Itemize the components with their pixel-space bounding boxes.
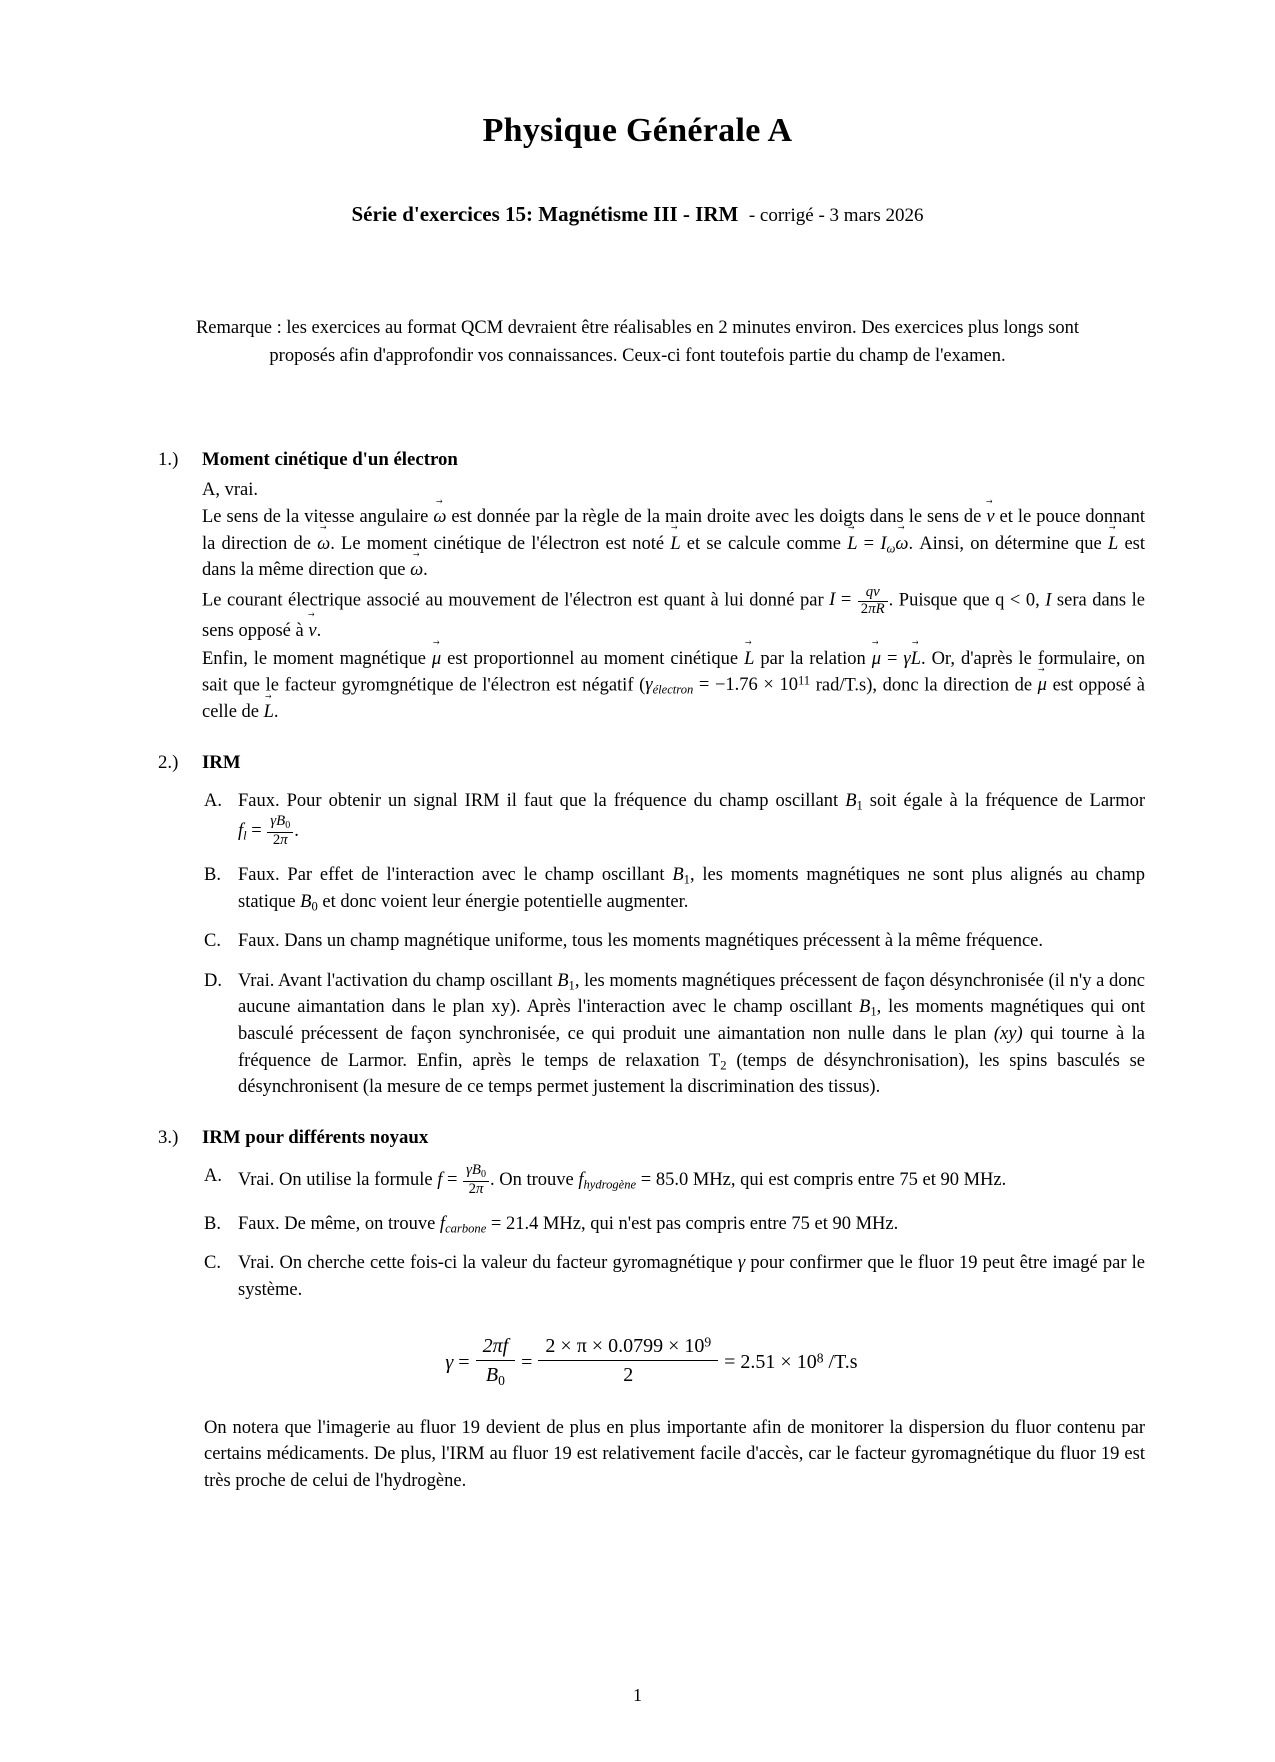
text-fragment: , les moments magnétiques précessent de façon désynchronisée (il n'y a donc aucune aimantation dans le plan xy). Après l'interaction avec le champ oscillant [238, 970, 1145, 1018]
text-fragment: Enfin, le moment magnétique [202, 648, 432, 669]
exercise-3 [158, 1127, 1145, 1495]
math-mu-equals-gamma-L: μ → = γL → [872, 649, 921, 669]
math-f-carbone: $f_{carbone} = 21.4$ [439, 1213, 539, 1236]
math-I: I [1045, 590, 1052, 611]
math-L-vector: L → [264, 699, 274, 726]
text-fragment: . [294, 821, 299, 842]
exercise-2 [158, 752, 1145, 1101]
math-gamma: γ [737, 1253, 746, 1274]
exercise-2-number: 2.) [158, 751, 179, 773]
math-B1: $B_1$ [845, 790, 863, 813]
item-marker: C. [204, 931, 221, 952]
equation-fraction-2: $\frac{2 \times \pi \times 0.0799 \times 10^9}{2}$ [538, 1334, 718, 1387]
text-fragment: Vrai. Avant l'activation du champ oscillant [238, 970, 558, 991]
remark-paragraph: Remarque : les exercices au format QCM devraient être réalisables en 2 minutes environ. Des exercices plus longs sont proposés afin d'approfondir vos connaissances. Ceux-ci font toutefois partie du champ de l'examen. [195, 318, 1080, 366]
list-item [204, 788, 1145, 849]
item-marker: C. [204, 1253, 221, 1274]
text-fragment: . [316, 620, 322, 641]
list-item [204, 928, 1145, 955]
text-fragment: Faux. Pour obtenir un signal IRM il faut que la fréquence du champ oscillant [238, 790, 846, 811]
text-fragment: qui tourne à la fréquence de Larmor. Enfin, après le temps de relaxation T [238, 1024, 1146, 1071]
math-T2-subscript: 2 [720, 1058, 727, 1073]
math-current-formula: I = $\frac{qv}{2\pi R}$ [829, 590, 889, 610]
item-marker: A. [204, 790, 222, 811]
math-omega-vector: ω → [317, 531, 330, 558]
text-fragment: et se calcule comme [680, 533, 848, 554]
subtitle-series: Série d'exercices 15: Magnétisme III - IRM [351, 202, 739, 226]
text-fragment: Le courant électrique associé au mouvement de l'électron est quant à lui donné par [202, 590, 830, 611]
text-fragment: . [273, 702, 279, 723]
text-fragment: MHz, qui est compris entre 75 et 90 MHz. [688, 1169, 1007, 1190]
exercise-1-body [158, 477, 1145, 726]
text-fragment: Vrai. On cherche cette fois-ci la valeur du facteur gyromagnétique [238, 1253, 738, 1274]
text-fragment: Le sens de la vitesse angulaire [202, 507, 434, 528]
list-item [204, 1163, 1145, 1198]
exercise-3-heading [158, 1127, 1145, 1149]
math-B0: $B_0$ [300, 891, 318, 914]
text-fragment: est donnée par la règle de la main droite avec les doigts dans le sens de [446, 507, 987, 528]
text-fragment: . On trouve [490, 1169, 579, 1190]
math-frequency-formula: f = $\frac{\gamma B_0}{2\pi}$ [437, 1170, 490, 1190]
exercise-1-title: Moment cinétique d'un électron [202, 448, 458, 470]
equation-lhs: γ [445, 1351, 454, 1374]
text-fragment: . Le moment cinétique de l'électron est noté [330, 533, 671, 554]
subtitle-date: - corrigé - 3 mars 2026 [748, 205, 924, 226]
text-fragment: Faux. Par effet de l'interaction avec le champ oscillant [238, 864, 673, 885]
exercise-1-heading [158, 449, 1145, 471]
exercise-1-paragraph-1: A, vrai. [202, 479, 258, 500]
equation-fraction-1: $\frac{2\pi f}{B_0}$ [476, 1334, 516, 1389]
text-fragment: (temps de désynchronisation), les spins basculés se désynchronisent (la mesure de ce temps permet justement la discrimination des tissus). [238, 1050, 1145, 1098]
math-L-vector: L → [1108, 531, 1118, 558]
list-item [204, 1211, 1145, 1238]
text-fragment: est dans la même direction que [202, 533, 1146, 581]
list-item [204, 862, 1145, 915]
gyromagnetic-equation: γ = $\frac{2\pi f}{B_0}$ = $\frac{2 \times \pi \times 0.0799 \times 10^9}{2}$ = $2.51 \times 10^8$ /T.s [445, 1333, 858, 1388]
exercise-1 [158, 449, 1145, 726]
exercise-3-item-list [158, 1163, 1145, 1304]
item-marker: D. [204, 970, 222, 991]
exercise-2-title: IRM [202, 751, 241, 773]
math-L-equals-Iomega: L → = $I_\omega\omega$ → [847, 534, 908, 554]
text-fragment: . Puisque que q < 0, [888, 590, 1046, 611]
math-gamma-electron: $\gamma_{électron}$ = [645, 675, 710, 697]
text-fragment: soit égale à la fréquence de Larmor [862, 790, 1145, 811]
math-L-vector: L → [670, 531, 680, 558]
text-fragment: est proportionnel au moment cinétique [441, 648, 745, 669]
text-fragment: Faux. Dans un champ magnétique uniforme, tous les moments magnétiques précessent à la même fréquence. [238, 931, 1044, 952]
text-fragment: et donc voient leur énergie potentielle augmenter. [317, 891, 689, 912]
page-title: Physique Générale A [482, 112, 793, 149]
text-fragment: rad/T.s), donc la direction de [810, 675, 1038, 696]
math-L-vector: L → [744, 646, 754, 673]
document-page [0, 112, 1275, 1762]
exercise-1-number: 1.) [158, 448, 179, 470]
text-fragment: sera dans le sens opposé à [202, 590, 1146, 641]
text-fragment: est opposé à celle de [202, 675, 1145, 723]
exercises-content [0, 449, 1275, 1495]
math-v-vector: v → [986, 504, 994, 531]
text-fragment: . [423, 560, 428, 581]
text-fragment: par la relation [754, 648, 872, 669]
exercise-1-paragraph-4 [202, 646, 1145, 726]
list-item [204, 968, 1145, 1101]
text-fragment: , les moments magnétiques qui ont basculé précessent de façon synchronisée, ce qui produit une aimantation non nulle dans le plan [238, 997, 1145, 1045]
math-B1: $B_1$ [557, 970, 575, 993]
text-fragment: Vrai. On utilise la formule [238, 1169, 438, 1190]
math-gamma-value: $-1.76 \times 10^{11}$ [715, 674, 811, 696]
text-fragment: Faux. De même, on trouve [238, 1213, 440, 1234]
text-fragment: pour confirmer que le fluor 19 peut être imagé par le système. [238, 1253, 1145, 1300]
exercise-1-paragraph-2 [202, 504, 1145, 584]
exercise-3-title: IRM pour différents noyaux [202, 1126, 429, 1148]
item-marker: B. [204, 1213, 221, 1234]
math-omega-vector: ω → [410, 557, 423, 584]
exercise-3-closing-paragraph: On notera que l'imagerie au fluor 19 devient de plus en plus importante afin de monitorer la dispersion du fluor contenu par certains médicaments. De plus, l'IRM au fluor 19 est relativement facile d'accès, car le facteur gyromagnétique du fluor 19 est très proche de celui de l'hydrogène. [204, 1417, 1145, 1491]
math-mu-vector: μ → [1038, 672, 1047, 699]
item-marker: B. [204, 864, 221, 885]
exercise-1-paragraph-3 [202, 585, 1145, 645]
math-v-vector: v → [308, 618, 316, 645]
document-subtitle [0, 202, 1275, 227]
text-fragment: et le pouce donnant la direction de [202, 507, 1146, 554]
text-fragment: , les moments magnétiques ne sont plus alignés au champ statique [238, 864, 1145, 912]
exercise-2-item-list [158, 788, 1145, 1101]
math-mu-vector: μ → [432, 646, 441, 673]
math-larmor-frequency: $f_l$ = $\frac{\gamma B_0}{2\pi}$ [238, 821, 294, 841]
math-B1: $B_1$ [859, 997, 877, 1019]
text-fragment: MHz, qui n'est pas compris entre 75 et 90 MHz. [538, 1213, 899, 1234]
math-omega-vector: ω → [433, 504, 446, 531]
text-fragment: . Or, d'après le formulaire, on sait que le facteur gyromgnétique de l'électron est négatif ( [202, 648, 1145, 696]
list-item [204, 1250, 1145, 1303]
page-number: 1 [633, 1685, 642, 1705]
item-marker: A. [204, 1165, 222, 1186]
text-fragment: . Ainsi, on détermine que [908, 533, 1108, 554]
math-xy-plane: (xy) [993, 1024, 1023, 1045]
equation-result: = $2.51 \times 10^8$ /T.s [724, 1350, 858, 1374]
exercise-3-number: 3.) [158, 1126, 179, 1148]
exercise-2-heading [158, 752, 1145, 774]
math-f-hydrogene: $f_{hydrogène} = 85.0$ [578, 1169, 689, 1192]
math-B1: $B_1$ [672, 864, 690, 887]
